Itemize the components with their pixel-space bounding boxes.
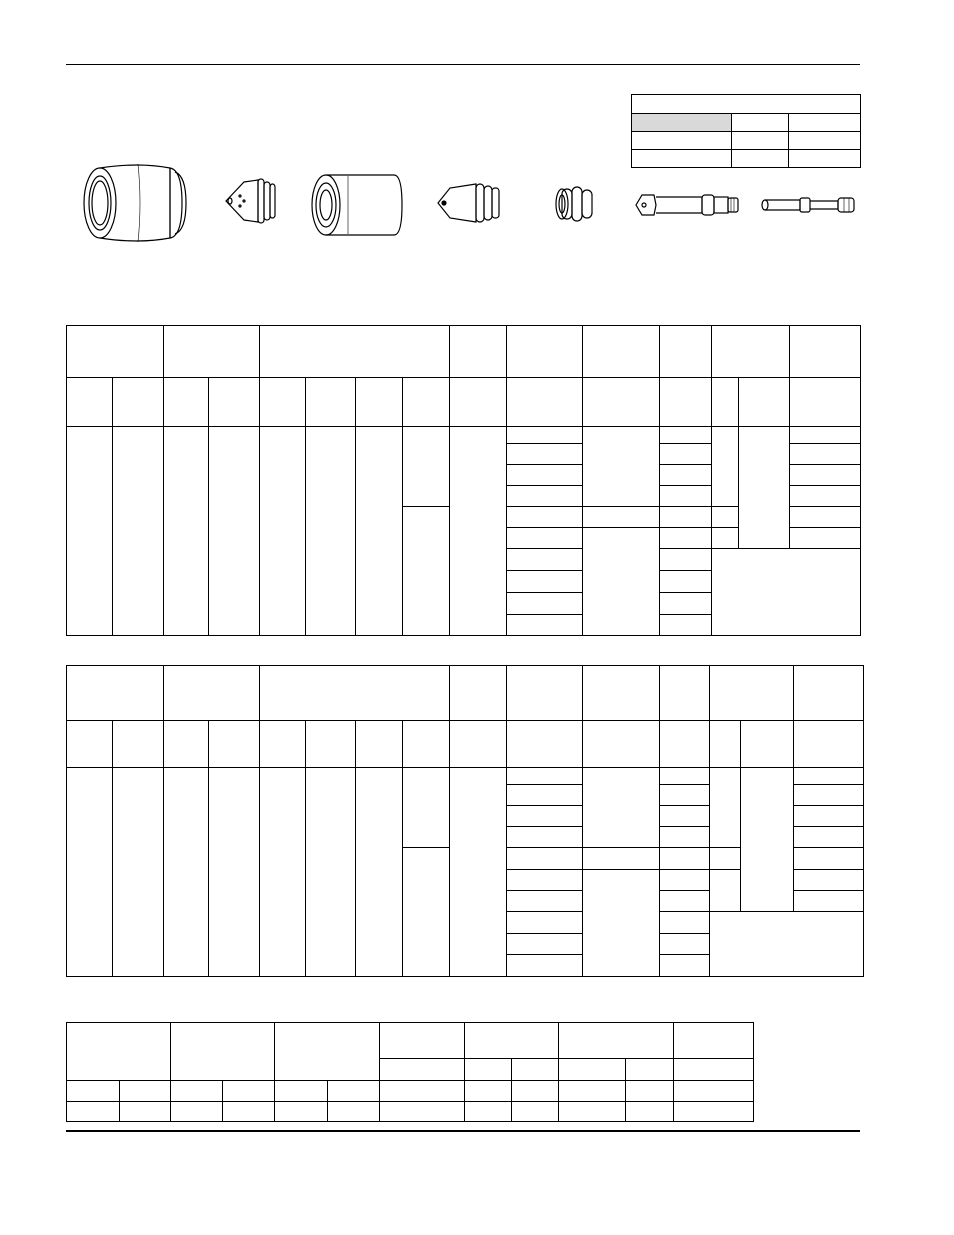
data-cell bbox=[712, 528, 739, 549]
header-cell bbox=[660, 666, 710, 721]
data-cell bbox=[794, 891, 864, 912]
data-cell bbox=[660, 465, 712, 486]
header-cell bbox=[507, 326, 583, 378]
water-tube-drawing bbox=[760, 194, 860, 216]
legend-cell bbox=[732, 114, 789, 132]
subheader-cell bbox=[380, 1059, 465, 1081]
data-cell bbox=[660, 827, 710, 848]
data-cell bbox=[583, 848, 660, 870]
subheader-cell bbox=[209, 378, 260, 427]
legend-cell bbox=[789, 150, 861, 168]
subheader-cell bbox=[507, 721, 583, 768]
data-cell bbox=[67, 427, 113, 636]
data-cell bbox=[626, 1102, 674, 1122]
subheader-cell bbox=[660, 721, 710, 768]
subheader-cell bbox=[674, 1059, 754, 1081]
header-cell bbox=[164, 326, 260, 378]
data-cell bbox=[660, 507, 712, 528]
data-cell bbox=[790, 486, 861, 507]
data-cell bbox=[712, 549, 861, 636]
subheader-cell bbox=[67, 721, 113, 768]
data-cell bbox=[164, 427, 209, 636]
data-cell bbox=[794, 848, 864, 870]
data-cell bbox=[583, 507, 660, 528]
subheader-cell bbox=[450, 378, 507, 427]
data-cell bbox=[450, 768, 507, 977]
data-cell bbox=[507, 848, 583, 870]
data-cell bbox=[512, 1081, 559, 1102]
data-cell bbox=[790, 507, 861, 528]
data-cell bbox=[660, 848, 710, 870]
data-cell bbox=[507, 593, 583, 615]
nozzle-drawing bbox=[434, 180, 504, 226]
data-cell bbox=[507, 427, 583, 444]
subheader-cell bbox=[559, 1059, 626, 1081]
data-cell bbox=[507, 549, 583, 571]
header-cell bbox=[583, 326, 660, 378]
data-cell bbox=[356, 768, 403, 977]
header-cell bbox=[67, 666, 164, 721]
data-cell bbox=[583, 427, 660, 507]
header-cell bbox=[712, 326, 790, 378]
data-cell bbox=[790, 444, 861, 465]
data-cell bbox=[794, 827, 864, 848]
swirl-ring-drawing bbox=[552, 184, 598, 224]
legend-cell bbox=[632, 114, 732, 132]
data-cell bbox=[790, 427, 861, 444]
header-cell bbox=[507, 666, 583, 721]
header-cell bbox=[450, 666, 507, 721]
data-cell bbox=[465, 1102, 512, 1122]
data-cell bbox=[559, 1102, 626, 1122]
data-cell bbox=[306, 427, 356, 636]
data-cell bbox=[67, 1081, 120, 1102]
subheader-cell bbox=[583, 378, 660, 427]
data-cell bbox=[674, 1081, 754, 1102]
data-cell bbox=[507, 615, 583, 636]
data-cell bbox=[741, 768, 794, 912]
legend-cell bbox=[632, 150, 732, 168]
data-cell bbox=[660, 768, 710, 785]
data-cell bbox=[380, 1081, 465, 1102]
data-cell bbox=[660, 785, 710, 806]
subheader-cell bbox=[260, 378, 306, 427]
data-cell bbox=[712, 427, 739, 507]
data-cell bbox=[171, 1081, 223, 1102]
data-cell bbox=[67, 1102, 120, 1122]
legend-table bbox=[631, 94, 861, 168]
data-cell bbox=[171, 1102, 223, 1122]
data-cell bbox=[403, 427, 450, 507]
data-cell bbox=[356, 427, 403, 636]
data-cell bbox=[164, 768, 209, 977]
data-cell bbox=[674, 1102, 754, 1122]
subheader-cell bbox=[306, 378, 356, 427]
subheader-cell bbox=[739, 378, 790, 427]
footer-rule bbox=[66, 1130, 860, 1132]
subheader-cell bbox=[583, 721, 660, 768]
data-cell bbox=[660, 593, 712, 615]
data-cell bbox=[660, 571, 712, 593]
header-cell bbox=[164, 666, 260, 721]
data-cell bbox=[507, 507, 583, 528]
data-cell bbox=[710, 848, 741, 870]
legend-cell bbox=[732, 132, 789, 150]
data-cell bbox=[660, 427, 712, 444]
subheader-cell bbox=[306, 721, 356, 768]
data-cell bbox=[120, 1102, 171, 1122]
subheader-cell bbox=[507, 378, 583, 427]
subheader-cell bbox=[712, 378, 739, 427]
header-cell bbox=[260, 326, 450, 378]
data-cell bbox=[660, 912, 710, 934]
subheader-cell bbox=[164, 378, 209, 427]
data-cell bbox=[120, 1081, 171, 1102]
data-cell bbox=[660, 549, 712, 571]
data-cell bbox=[583, 528, 660, 636]
header-cell bbox=[380, 1023, 465, 1059]
header-rule bbox=[66, 64, 860, 65]
data-cell bbox=[712, 507, 739, 528]
process-table-1 bbox=[66, 325, 861, 636]
data-cell bbox=[306, 768, 356, 977]
retaining-cap-drawing bbox=[308, 172, 406, 238]
data-cell bbox=[275, 1102, 328, 1122]
header-cell bbox=[583, 666, 660, 721]
subheader-cell bbox=[512, 1059, 559, 1081]
data-cell bbox=[660, 891, 710, 912]
subheader-cell bbox=[356, 721, 403, 768]
data-cell bbox=[260, 427, 306, 636]
data-cell bbox=[710, 870, 741, 912]
shield-cap-drawing bbox=[78, 160, 190, 246]
data-cell bbox=[507, 571, 583, 593]
data-cell bbox=[275, 1081, 328, 1102]
subheader-cell bbox=[67, 378, 113, 427]
data-cell bbox=[507, 955, 583, 977]
data-cell bbox=[660, 615, 712, 636]
data-cell bbox=[507, 465, 583, 486]
data-cell bbox=[739, 427, 790, 549]
data-cell bbox=[450, 427, 507, 636]
subheader-cell bbox=[403, 721, 450, 768]
data-cell bbox=[209, 427, 260, 636]
data-cell bbox=[507, 912, 583, 934]
data-cell bbox=[403, 507, 450, 636]
header-cell bbox=[559, 1023, 674, 1059]
header-cell bbox=[450, 326, 507, 378]
header-cell bbox=[275, 1023, 380, 1081]
legend-cell bbox=[789, 114, 861, 132]
data-cell bbox=[67, 768, 113, 977]
data-cell bbox=[512, 1102, 559, 1122]
legend-cell bbox=[789, 132, 861, 150]
data-cell bbox=[113, 427, 164, 636]
subheader-cell bbox=[710, 721, 741, 768]
subheader-cell bbox=[113, 378, 164, 427]
data-cell bbox=[660, 934, 710, 955]
data-cell bbox=[794, 785, 864, 806]
data-cell bbox=[380, 1102, 465, 1122]
data-cell bbox=[507, 934, 583, 955]
data-cell bbox=[660, 528, 712, 549]
data-cell bbox=[794, 768, 864, 785]
legend-cell bbox=[632, 132, 732, 150]
data-cell bbox=[790, 465, 861, 486]
data-cell bbox=[794, 870, 864, 891]
data-cell bbox=[507, 486, 583, 507]
data-cell bbox=[507, 827, 583, 848]
header-cell bbox=[67, 1023, 171, 1081]
data-cell bbox=[710, 912, 864, 977]
data-cell bbox=[403, 768, 450, 848]
data-cell bbox=[660, 955, 710, 977]
data-cell bbox=[660, 444, 712, 465]
data-cell bbox=[559, 1081, 626, 1102]
data-cell bbox=[507, 870, 583, 891]
header-cell bbox=[674, 1023, 754, 1059]
legend-title bbox=[632, 95, 861, 114]
subheader-cell bbox=[465, 1059, 512, 1081]
data-cell bbox=[403, 848, 450, 977]
data-cell bbox=[660, 486, 712, 507]
data-cell bbox=[507, 891, 583, 912]
data-cell bbox=[113, 768, 164, 977]
data-cell bbox=[660, 806, 710, 827]
data-cell bbox=[328, 1102, 380, 1122]
subheader-cell bbox=[209, 721, 260, 768]
subheader-cell bbox=[741, 721, 794, 768]
header-cell bbox=[660, 326, 712, 378]
subheader-cell bbox=[626, 1059, 674, 1081]
data-cell bbox=[209, 768, 260, 977]
data-cell bbox=[507, 444, 583, 465]
electrode-drawing bbox=[632, 188, 742, 222]
data-cell bbox=[260, 768, 306, 977]
data-cell bbox=[710, 768, 741, 848]
data-cell bbox=[465, 1081, 512, 1102]
header-cell bbox=[790, 326, 861, 378]
header-cell bbox=[465, 1023, 559, 1059]
data-cell bbox=[583, 870, 660, 977]
header-cell bbox=[794, 666, 864, 721]
data-cell bbox=[790, 528, 861, 549]
subheader-cell bbox=[450, 721, 507, 768]
process-table-2 bbox=[66, 665, 864, 977]
data-cell bbox=[507, 806, 583, 827]
data-cell bbox=[223, 1081, 275, 1102]
data-cell bbox=[507, 528, 583, 549]
subheader-cell bbox=[260, 721, 306, 768]
data-cell bbox=[507, 785, 583, 806]
data-cell bbox=[660, 870, 710, 891]
data-cell bbox=[583, 768, 660, 848]
process-table-3 bbox=[66, 1022, 754, 1122]
subheader-cell bbox=[790, 378, 861, 427]
data-cell bbox=[507, 768, 583, 785]
subheader-cell bbox=[356, 378, 403, 427]
subheader-cell bbox=[794, 721, 864, 768]
legend-cell bbox=[732, 150, 789, 168]
data-cell bbox=[794, 806, 864, 827]
data-cell bbox=[223, 1102, 275, 1122]
header-cell bbox=[710, 666, 794, 721]
header-cell bbox=[67, 326, 164, 378]
data-cell bbox=[626, 1081, 674, 1102]
subheader-cell bbox=[660, 378, 712, 427]
shield-drawing bbox=[222, 176, 278, 226]
data-cell bbox=[328, 1081, 380, 1102]
subheader-cell bbox=[164, 721, 209, 768]
subheader-cell bbox=[113, 721, 164, 768]
subheader-cell bbox=[403, 378, 450, 427]
header-cell bbox=[171, 1023, 275, 1081]
header-cell bbox=[260, 666, 450, 721]
